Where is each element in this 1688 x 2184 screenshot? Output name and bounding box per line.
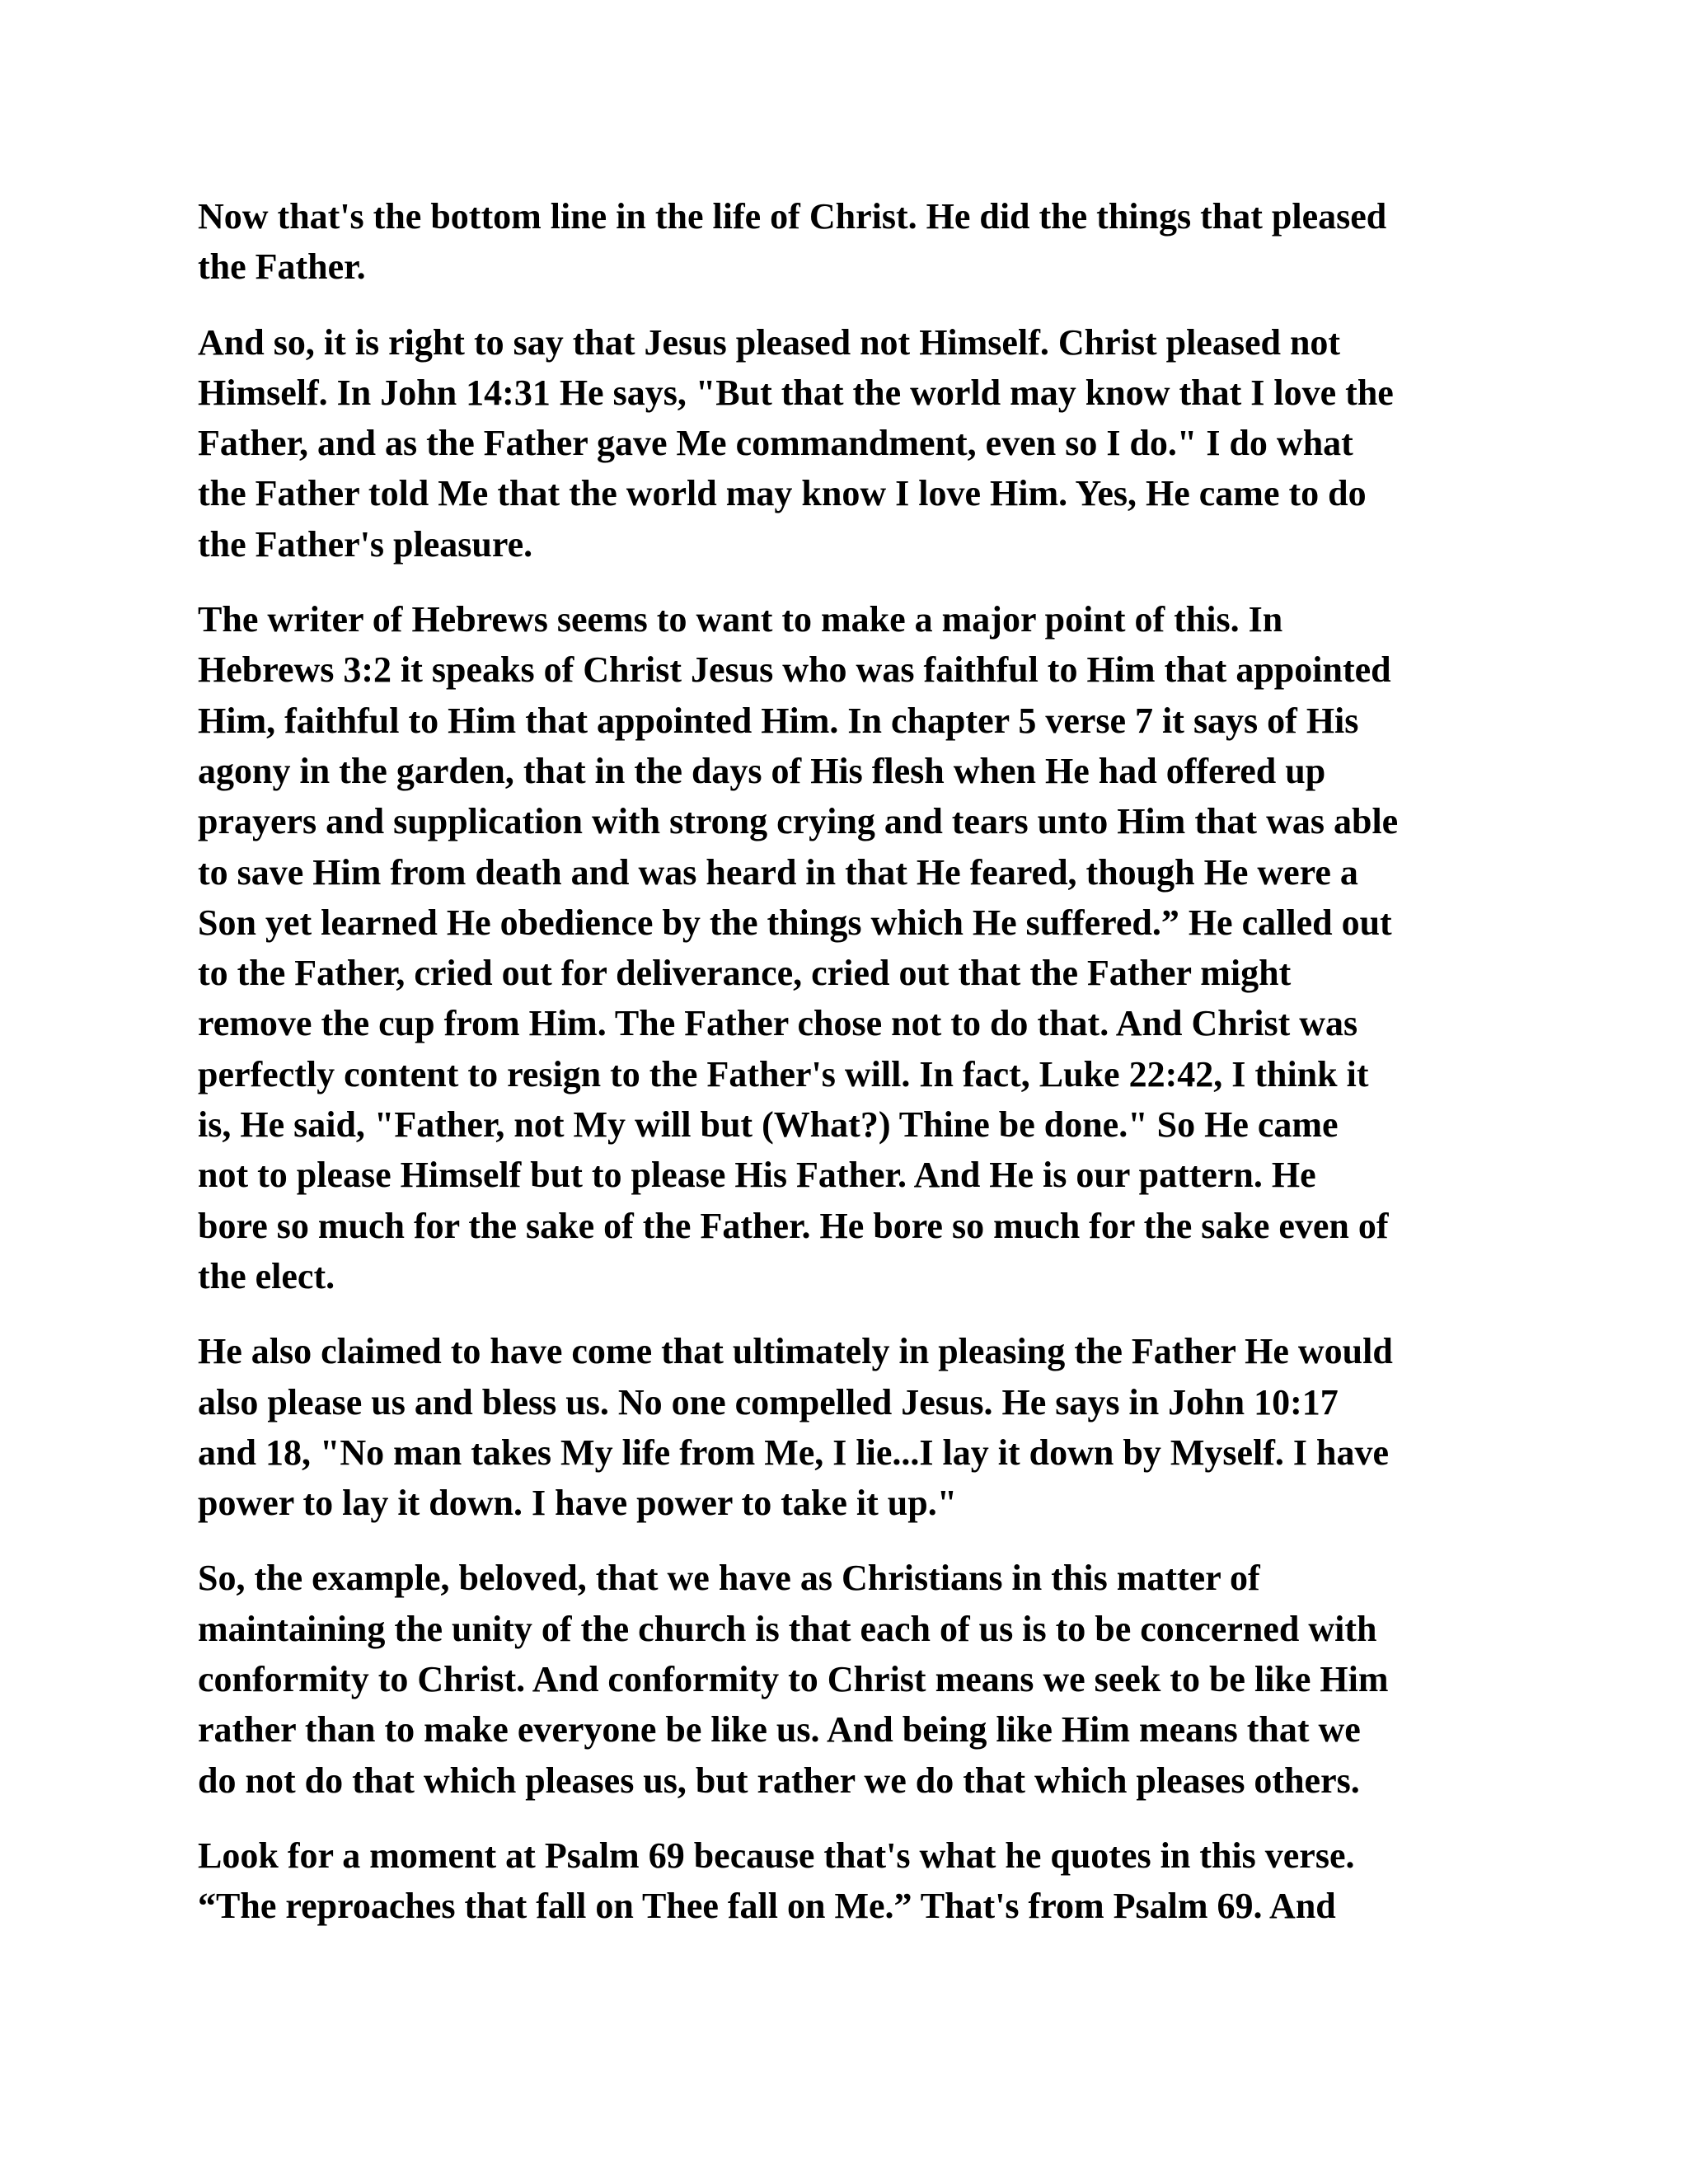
text-line: rather than to make everyone be like us. And being like Him means that we (198, 1709, 1361, 1750)
text-line: Now that's the bottom line in the life of Christ. He did the things that pleased (198, 196, 1387, 237)
text-line: the Father. (198, 246, 366, 288)
text-line: do not do that which pleases us, but rather we do that which pleases others. (198, 1760, 1360, 1801)
text-line: Him, faithful to Him that appointed Him. In chapter 5 verse 7 it says of His (198, 700, 1359, 741)
text-line: Himself. In John 14:31 He says, "But that the world may know that I love the (198, 372, 1394, 413)
text-line: And so, it is right to say that Jesus pleased not Himself. Christ pleased not (198, 321, 1341, 363)
text-line: prayers and supplication with strong crying and tears unto Him that was able (198, 801, 1399, 842)
text-line: also please us and bless us. No one compelled Jesus. He says in John 10:17 (198, 1381, 1339, 1422)
text-line: not to please Himself but to please His Father. And He is our pattern. He (198, 1155, 1316, 1196)
text-line: So, the example, beloved, that we have as Christians in this matter of (198, 1558, 1260, 1599)
paragraph-1 (198, 191, 1484, 293)
text-line: to the Father, cried out for deliverance, cried out that the Father might (198, 953, 1292, 994)
paragraph-4 (198, 1326, 1484, 1528)
text-line: and 18, "No man takes My life from Me, I lie...I lay it down by Myself. I have (198, 1432, 1389, 1473)
text-line: the Father told Me that the world may know I love Him. Yes, He came to do (198, 473, 1367, 514)
text-line: “The reproaches that fall on Thee fall on Me.” That's from Psalm 69. And (198, 1886, 1336, 1927)
text-line: the elect. (198, 1255, 335, 1296)
paragraph-6 (198, 1830, 1484, 1932)
text-line: to save Him from death and was heard in that He feared, though He were a (198, 851, 1358, 893)
text-line: remove the cup from Him. The Father chose not to do that. And Christ was (198, 1003, 1358, 1044)
text-line: Son yet learned He obedience by the things which He suffered.” He called out (198, 902, 1392, 943)
text-line: The writer of Hebrews seems to want to make a major point of this. In (198, 599, 1283, 640)
paragraph-5 (198, 1553, 1484, 1805)
text-line: conformity to Christ. And conformity to Christ means we seek to be like Him (198, 1659, 1389, 1700)
text-line: Hebrews 3:2 it speaks of Christ Jesus who was faithful to Him that appointed (198, 649, 1391, 691)
text-line: perfectly content to resign to the Father's will. In fact, Luke 22:42, I think it (198, 1053, 1369, 1094)
paragraph-2 (198, 317, 1484, 569)
text-line: Look for a moment at Psalm 69 because that's what he quotes in this verse. (198, 1835, 1355, 1876)
text-line: He also claimed to have come that ultimately in pleasing the Father He would (198, 1331, 1393, 1372)
document-body (198, 191, 1484, 1957)
text-line: power to lay it down. I have power to take it up." (198, 1483, 958, 1524)
text-line: bore so much for the sake of the Father. He bore so much for the sake even of (198, 1205, 1389, 1246)
text-line: is, He said, "Father, not My will but (What?) Thine be done." So He came (198, 1104, 1339, 1146)
paragraph-3 (198, 594, 1484, 1301)
text-line: maintaining the unity of the church is that each of us is to be concerned with (198, 1608, 1377, 1649)
text-line: agony in the garden, that in the days of His flesh when He had offered up (198, 750, 1326, 791)
text-line: the Father's pleasure. (198, 523, 533, 565)
text-line: Father, and as the Father gave Me commandment, even so I do." I do what (198, 423, 1353, 464)
